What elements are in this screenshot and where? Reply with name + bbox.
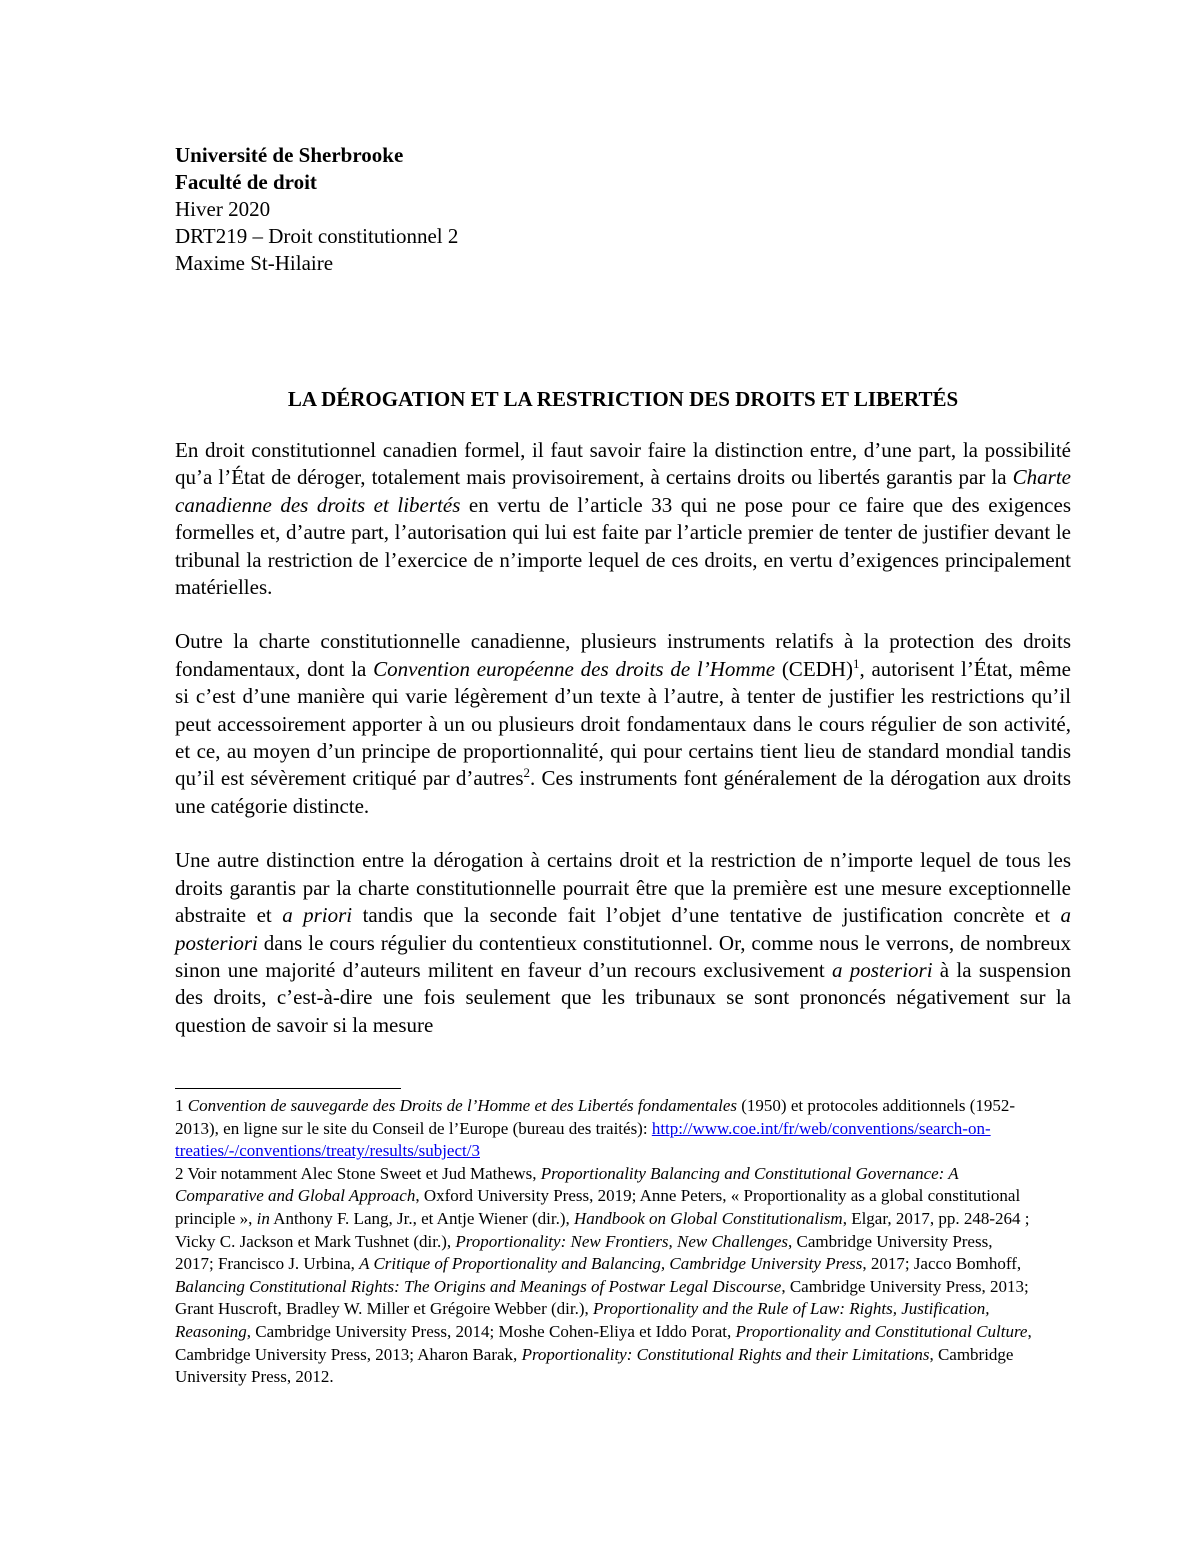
author-name: Maxime St-Hilaire xyxy=(175,251,334,275)
paragraph-text: , autorisent l’État, même si c’est d’une manière qui varie légèrement d’un texte à l’autre, à tenter de justifier les restrictions qu’il peut accessoirement apporter à un ou plusieurs droit fondamentaux dans le cours régulier de son activité, et ce, au moyen d’un principe de proportionnalité, qui pour certains tient lieu de standard mondial tandis qu’il est sévèrement critiqué par d’autres xyxy=(175,656,1071,791)
footnote-text: , Cambridge University Press, 2013; Grant Huscroft, Bradley W. Miller et Grégoire Webber (dir.), xyxy=(175,1276,1029,1319)
latin-term: a posteriori xyxy=(175,903,1072,955)
footnote-ref-2[interactable]: 2 xyxy=(523,765,531,781)
footnote-text: , Cambridge University Press, 2012. xyxy=(175,1344,1014,1387)
footnote-title: Convention de sauvegarde des Droits de l’Homme et des Libertés fondamentales xyxy=(187,1096,738,1115)
paragraph-2 xyxy=(175,628,1071,820)
document-body xyxy=(175,437,1071,1039)
footnote-title: Proportionality: New Frontiers, New Challenges xyxy=(455,1231,789,1251)
footnote-text: , Elgar, 2017, pp. 248-264 ; Vicky C. Jackson et Mark Tushnet (dir.), xyxy=(175,1208,1030,1251)
footnote-title: A Critique of Proportionality and Balancing, Cambridge University Press xyxy=(359,1254,863,1274)
footnote-text: (1950) et protocoles additionnels (1952-2013), en ligne sur le site du Conseil de l’Europe (bureau des traités): xyxy=(175,1096,1016,1138)
footnote-text: , Oxford University Press, 2019; Anne Peters, « Proportionality as a global constitutional principle », xyxy=(175,1186,1021,1228)
document-title: LA DÉROGATION ET LA RESTRICTION DES DROITS ET LIBERTÉS xyxy=(287,387,959,411)
latin-term: a posteriori xyxy=(831,957,933,982)
footnote-in: in xyxy=(256,1208,270,1228)
treaty-link[interactable]: http://www.coe.int/fr/web/conventions/search-on-treaties/-/conventions/treaty/results/subject/3 xyxy=(175,1118,991,1161)
footnote-text: , Cambridge University Press, 2017; Francisco J. Urbina, xyxy=(175,1231,993,1274)
footnote-title: Handbook on Global Constitutionalism xyxy=(573,1208,843,1228)
university-name: Université de Sherbrooke xyxy=(175,143,404,167)
footnote-separator xyxy=(175,1088,401,1089)
paragraph-text: Outre la charte constitutionnelle canadienne, plusieurs instruments relatifs à la protection des droits fondamentaux, dont la xyxy=(175,629,1071,681)
footnote-text: Voir notamment Alec Stone Sweet et Jud Mathews, xyxy=(183,1163,541,1183)
document-header xyxy=(175,142,1071,277)
footnote-title: Proportionality: Constitutional Rights and their Limitations xyxy=(521,1344,930,1364)
course-name: DRT219 – Droit constitutionnel 2 xyxy=(175,224,459,248)
footnote-text: Anthony F. Lang, Jr., et Antje Wiener (dir.), xyxy=(269,1208,574,1228)
paragraph-text: Une autre distinction entre la dérogation à certains droit et la restriction de n’importe lequel de tous les droits garantis par la charte constitutionnelle pourrait être que la première est une mesure exceptionnelle abstraite et xyxy=(175,848,1071,928)
document-page xyxy=(175,142,1072,1387)
footnote-2 xyxy=(175,1163,1035,1389)
footnote-text: , Cambridge University Press, 2014; Moshe Cohen-Eliya et Iddo Porat, xyxy=(246,1321,736,1341)
footnote-text: , 2017; Jacco Bomhoff, xyxy=(862,1254,1022,1274)
paragraph-text: (CEDH) xyxy=(775,656,853,681)
footnote-title: Proportionality Balancing and Constitutional Governance: A Comparative and Global Approach xyxy=(175,1163,959,1206)
latin-term: a priori xyxy=(282,903,353,928)
footnote-title: Balancing Constitutional Rights: The Origins and Meanings of Postwar Legal Discourse xyxy=(175,1276,782,1296)
footnote-ref-1[interactable]: 1 xyxy=(852,655,860,671)
footnotes xyxy=(175,1095,1035,1389)
paragraph-text: à la suspension des droits, c’est-à-dire une fois seulement que les tribunaux se sont prononcés négativement sur la question de savoir si la mesure xyxy=(175,957,1071,1037)
footnote-number: 1 xyxy=(175,1096,184,1115)
paragraph-3 xyxy=(175,847,1071,1039)
charter-title: Charte canadienne des droits et libertés xyxy=(175,465,1071,517)
footnote-title: Proportionality and the Rule of Law: Rights, Justification, Reasoning xyxy=(175,1299,990,1341)
faculty-name: Faculté de droit xyxy=(175,170,317,194)
footnote-number: 2 xyxy=(175,1163,184,1183)
paragraph-text: en vertu de l’article 33 qui ne pose pour ce faire que des exigences formelles et, d’autre part, l’autorisation qui lui est faite par l’article premier de tenter de justifier devant le tribunal la restriction de l’exercice de n’importe lequel de ces droits, en vertu d’exigences principalement matérielles. xyxy=(175,492,1071,600)
term: Hiver 2020 xyxy=(175,197,271,221)
paragraph-text: . Ces instruments font généralement de la dérogation aux droits une catégorie distincte. xyxy=(175,766,1071,818)
paragraph-text: tandis que la seconde fait l’objet d’une tentative de justification concrète et xyxy=(352,903,1061,928)
footnote-1 xyxy=(175,1095,1035,1163)
paragraph-text: En droit constitutionnel canadien formel, il faut savoir faire la distinction entre, d’une part, la possibilité qu’a l’État de déroger, totalement mais provisoirement, à certains droits ou libertés garantis par la xyxy=(175,438,1071,490)
paragraph-1 xyxy=(175,437,1071,601)
convention-title: Convention européenne des droits de l’Homme xyxy=(373,656,776,681)
footnote-text: , Cambridge University Press, 2013; Aharon Barak, xyxy=(175,1321,1032,1364)
footnote-title: Proportionality and Constitutional Culture xyxy=(735,1321,1028,1341)
paragraph-text: dans le cours régulier du contentieux constitutionnel. Or, comme nous le verrons, de nombreux sinon une majorité d’auteurs militent en faveur d’un recours exclusivement xyxy=(175,930,1071,982)
